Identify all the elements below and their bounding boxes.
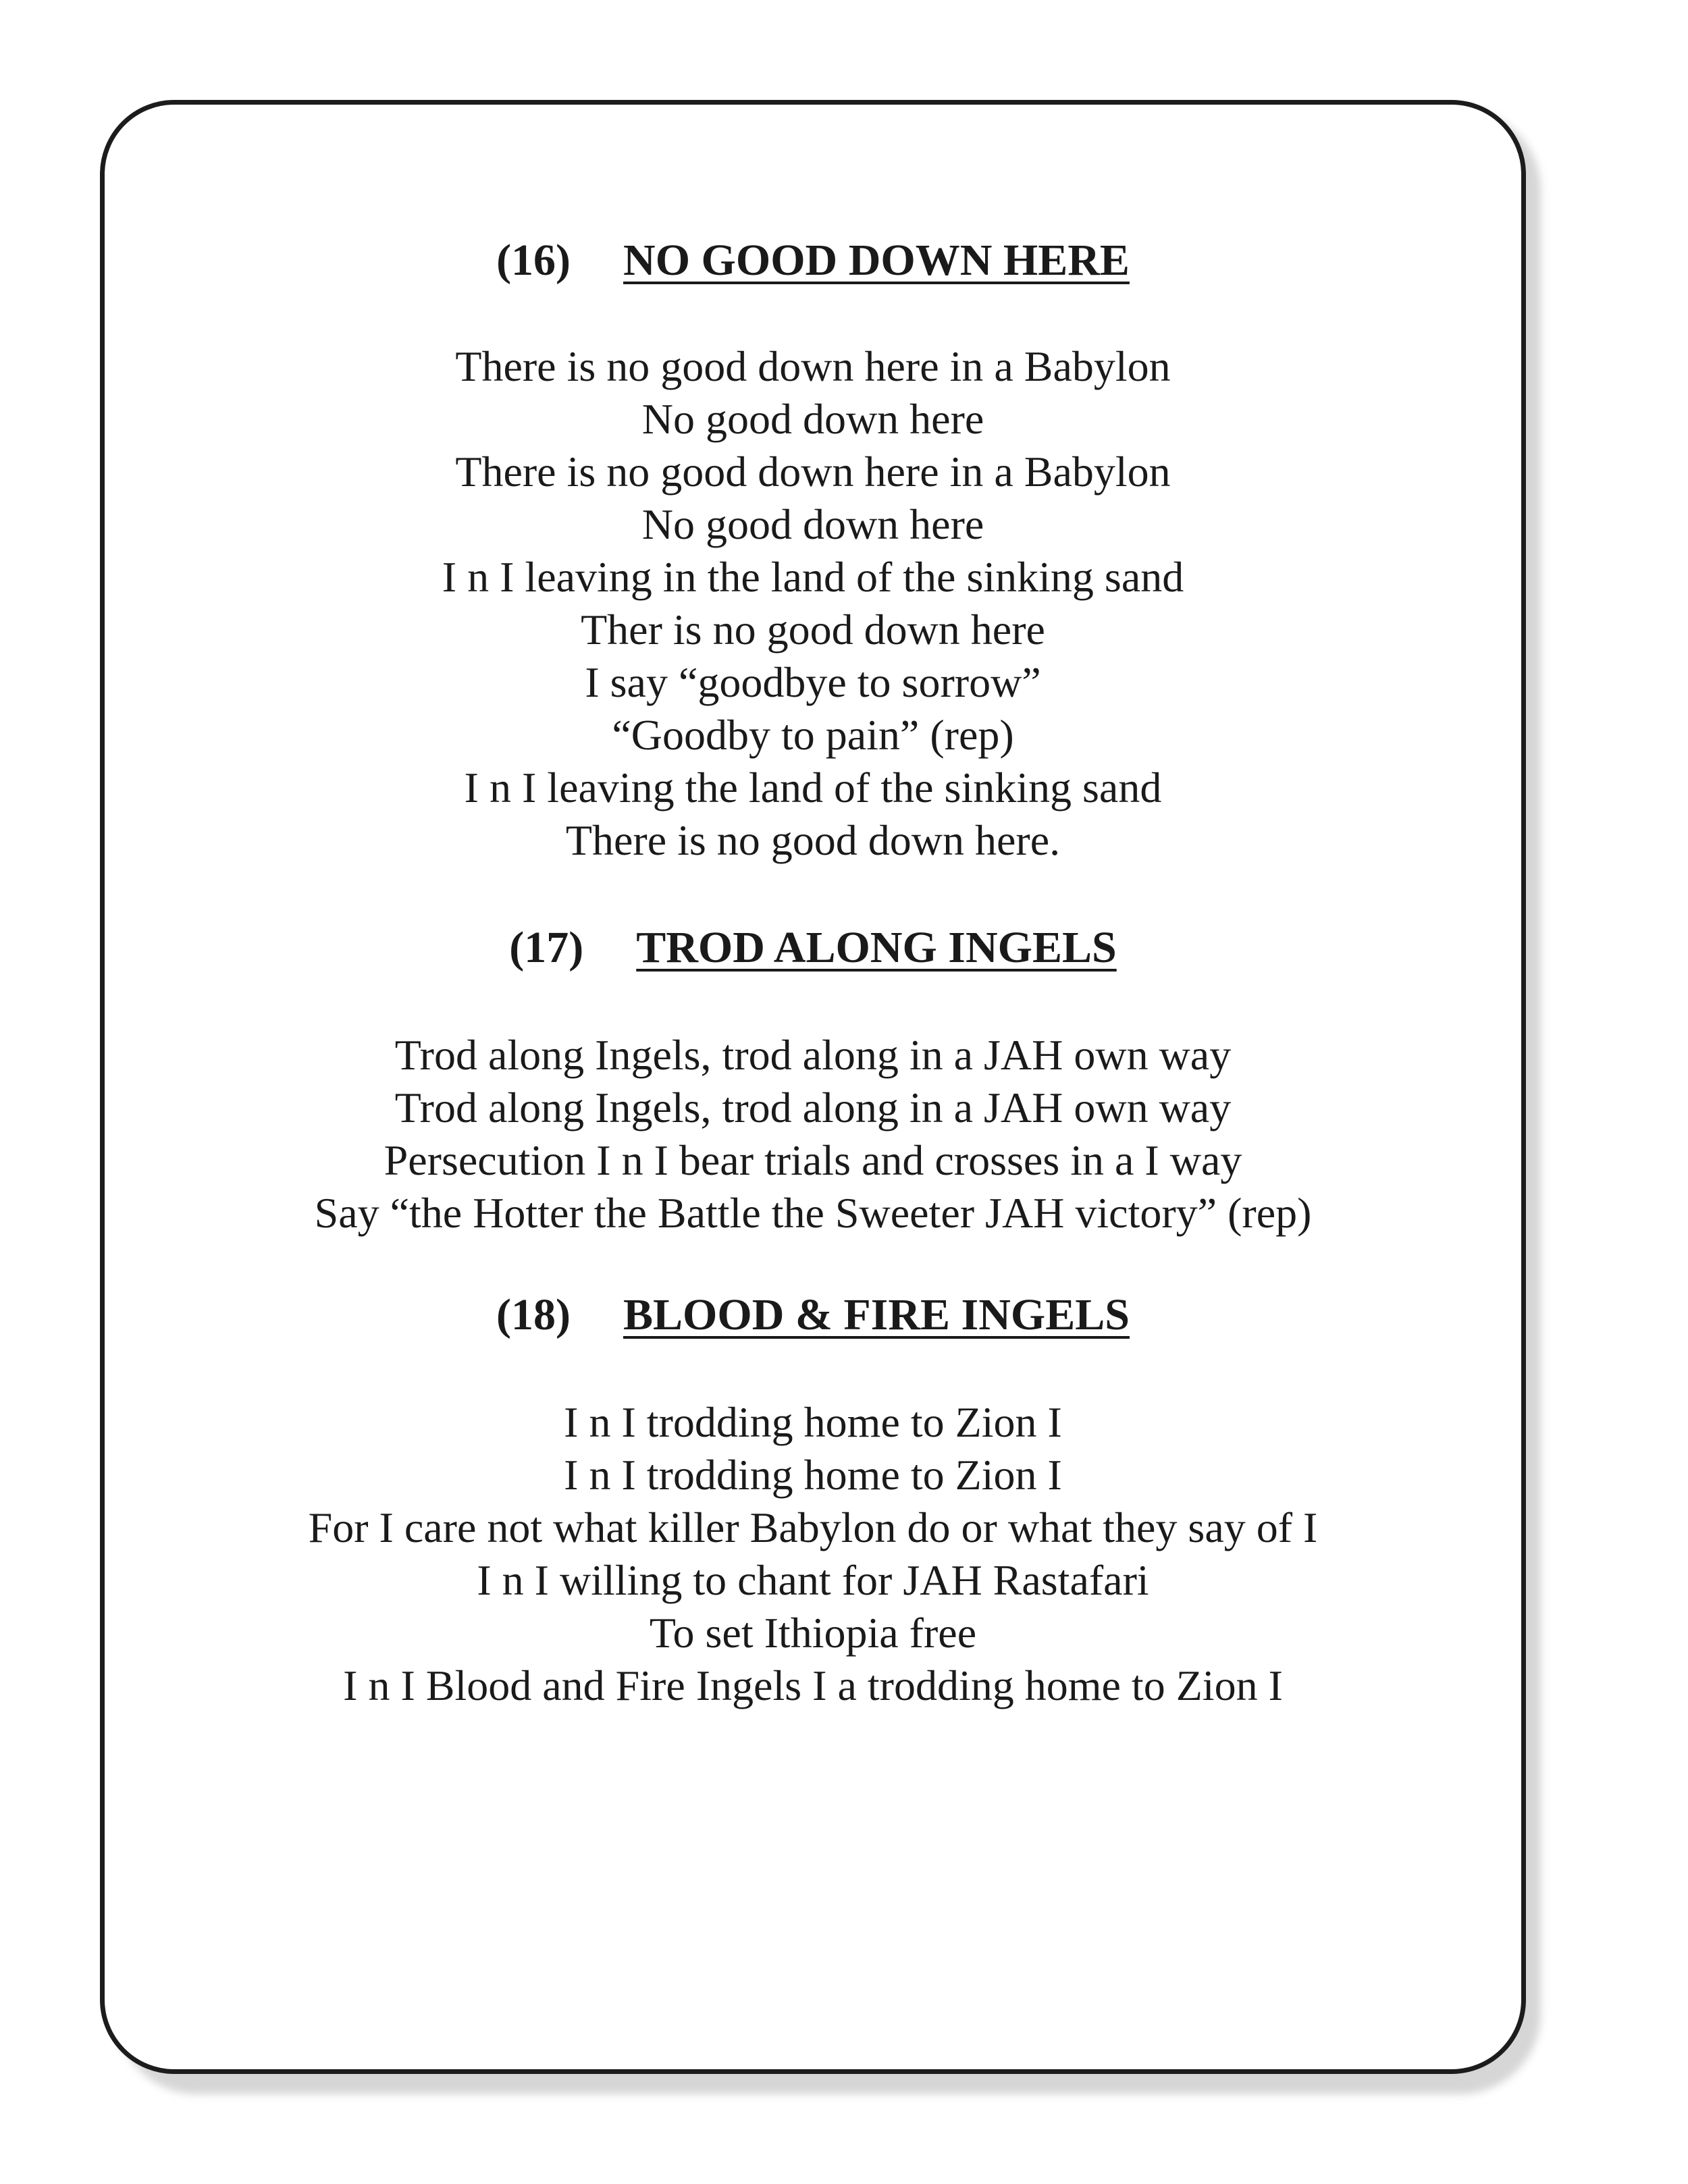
lyric-line: “Goodby to pain” (rep) xyxy=(612,711,1014,759)
lyric-line: I n I trodding home to Zion I xyxy=(564,1398,1062,1446)
lyric-line: I n I willing to chant for JAH Rastafari xyxy=(477,1556,1149,1604)
lyrics-page xyxy=(100,100,1526,1712)
lyric-line: Persecution I n I bear trials and crosses in a I way xyxy=(384,1136,1242,1184)
lyric-line: I n I leaving the land of the sinking sand xyxy=(464,764,1162,811)
lyric-line: Ther is no good down here xyxy=(581,606,1045,654)
song-title-16 xyxy=(100,234,1526,288)
song-number: (16) xyxy=(496,236,571,285)
song-title-18 xyxy=(100,1288,1526,1342)
lyric-line: I n I trodding home to Zion I xyxy=(564,1451,1062,1499)
song-name: BLOOD & FIRE INGELS xyxy=(623,1290,1130,1339)
song-number: (17) xyxy=(509,923,584,972)
lyric-line: There is no good down here. xyxy=(565,816,1061,864)
song-title-17 xyxy=(100,921,1526,975)
song-lyrics-18 xyxy=(100,1396,1526,1712)
lyric-line: Say “the Hotter the Battle the Sweeter JAH victory” (rep) xyxy=(314,1189,1312,1237)
lyric-line: I n I leaving in the land of the sinking sand xyxy=(442,553,1184,601)
lyric-line: I say “goodbye to sorrow” xyxy=(585,658,1041,706)
lyric-line: There is no good down here in a Babylon xyxy=(455,342,1171,390)
lyric-line: To set Ithiopia free xyxy=(649,1609,977,1657)
lyric-line: For I care not what killer Babylon do or what they say of I xyxy=(308,1503,1318,1551)
song-number: (18) xyxy=(496,1290,571,1339)
lyric-line: Trod along Ingels, trod along in a JAH own way xyxy=(394,1031,1232,1079)
lyric-line: Trod along Ingels, trod along in a JAH own way xyxy=(394,1084,1232,1131)
song-lyrics-16 xyxy=(100,340,1526,867)
lyric-line: No good down here xyxy=(641,500,984,548)
lyric-line: I n I Blood and Fire Ingels I a trodding home to Zion I xyxy=(343,1661,1283,1709)
lyric-line: No good down here xyxy=(641,395,984,443)
lyric-line: There is no good down here in a Babylon xyxy=(455,448,1171,496)
song-lyrics-17 xyxy=(100,1029,1526,1240)
song-name: TROD ALONG INGELS xyxy=(636,923,1117,972)
song-name: NO GOOD DOWN HERE xyxy=(623,236,1130,285)
